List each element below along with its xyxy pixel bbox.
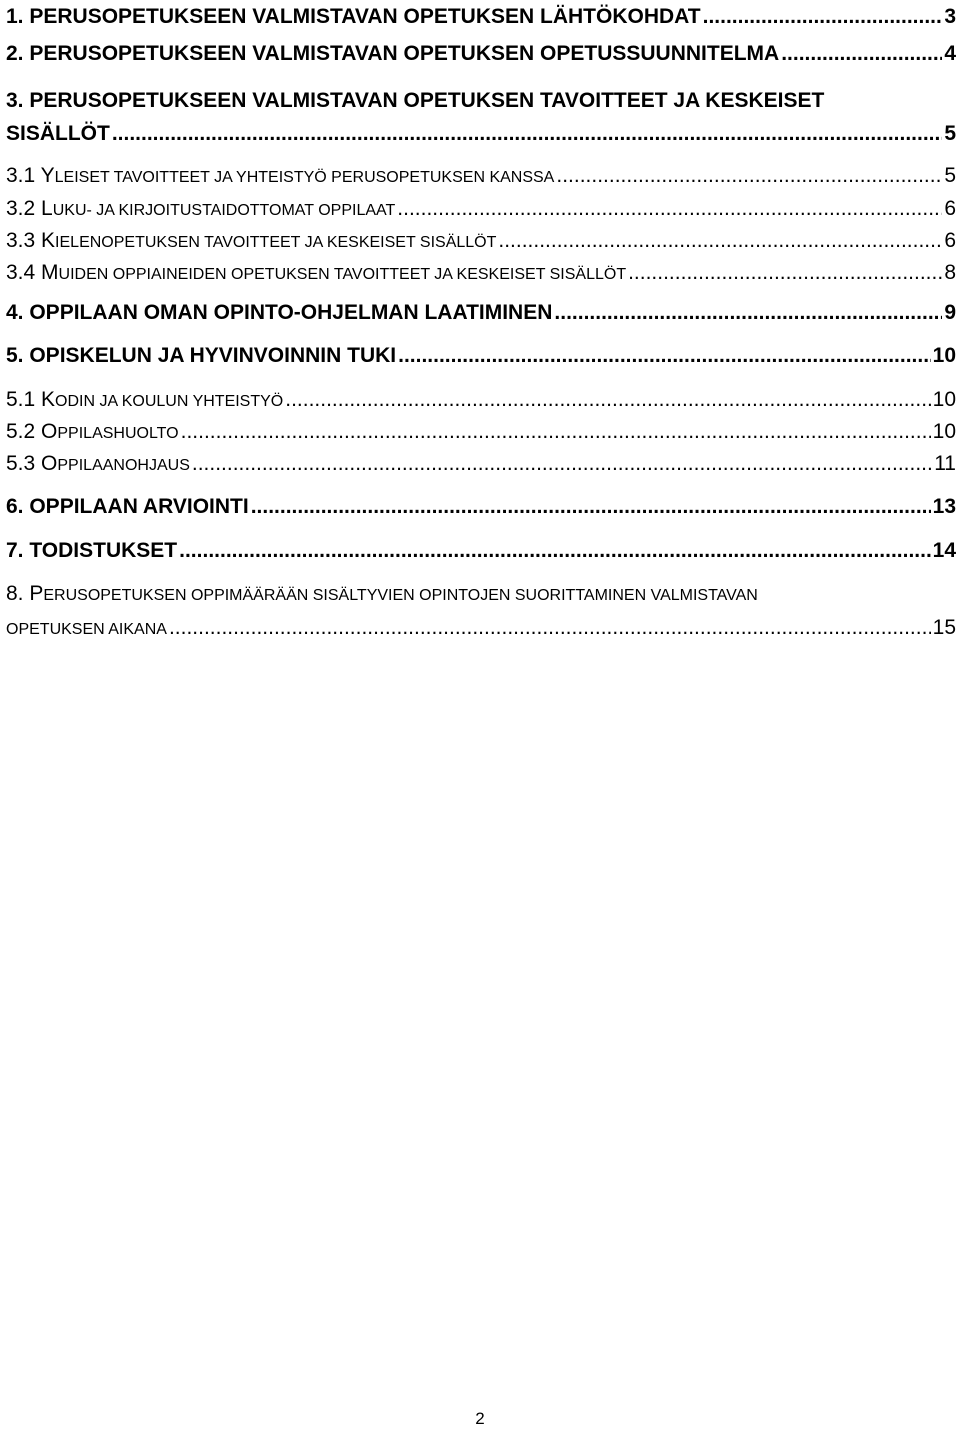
toc-entry-title: 3.1 YLEISET TAVOITTEET JA YHTEISTYÖ PERUSOPETUKSEN KANSSA [6, 164, 555, 187]
toc-leader [703, 6, 943, 27]
toc-entry-2[interactable] [6, 43, 956, 64]
toc-entry-title: 7. TODISTUKSET [6, 539, 178, 562]
toc-leader [179, 540, 931, 561]
toc-leader [192, 453, 932, 474]
toc-page-number: 10 [932, 344, 956, 367]
toc-entry-title: 4. OPPILAAN OMAN OPINTO-OHJELMAN LAATIMINEN [6, 301, 553, 324]
toc-entry-1[interactable] [6, 6, 956, 27]
toc-entry-title-continued: OPETUKSEN AIKANA [6, 621, 167, 638]
toc-entry-7[interactable] [6, 540, 956, 561]
toc-page-number: 5 [944, 122, 956, 145]
toc-page-number: 6 [944, 197, 956, 220]
toc-entry-title: 6. OPPILAAN ARVIOINTI [6, 495, 249, 518]
toc-leader [554, 302, 942, 323]
toc-page-number: 4 [944, 42, 956, 65]
toc-entry-title: 5. OPISKELUN JA HYVINVOINNIN TUKI [6, 344, 397, 367]
toc-entry-5[interactable] [6, 345, 956, 366]
toc-page-number: 10 [932, 420, 956, 443]
toc-page-number: 3 [944, 5, 956, 28]
toc-page-number: 13 [932, 495, 956, 518]
toc-entry-title: 8. PERUSOPETUKSEN OPPIMÄÄRÄÄN SISÄLTYVIEN OPINTOJEN SUORITTAMINEN VALMISTAVAN [6, 582, 758, 605]
toc-page-number: 6 [944, 229, 956, 252]
toc-entry-8[interactable] [6, 583, 956, 638]
toc-page-number: 14 [932, 539, 956, 562]
toc-entry-6[interactable] [6, 496, 956, 517]
toc-page-number: 8 [944, 261, 956, 284]
toc-entry-4[interactable] [6, 302, 956, 323]
toc-entry-title: 5.1 KODIN JA KOULUN YHTEISTYÖ [6, 388, 284, 411]
toc-leader [498, 230, 942, 251]
toc-entry-3-2[interactable] [6, 198, 956, 219]
toc-entry-title-continued: SISÄLLÖT [6, 122, 110, 145]
toc-entry-title: 1. PERUSOPETUKSEEN VALMISTAVAN OPETUKSEN LÄHTÖKOHDAT [6, 5, 701, 28]
toc-entry-title: 2. PERUSOPETUKSEEN VALMISTAVAN OPETUKSEN OPETUSSUUNNITELMA [6, 42, 780, 65]
toc-page-number: 15 [932, 616, 956, 639]
toc-leader [112, 123, 942, 144]
toc-entry-title: 3. PERUSOPETUKSEEN VALMISTAVAN OPETUKSEN TAVOITTEET JA KESKEISET [6, 89, 825, 112]
toc-leader [556, 165, 942, 186]
page-number: 2 [475, 1409, 485, 1428]
toc-leader [397, 198, 942, 219]
toc-entry-3-3[interactable] [6, 230, 956, 251]
toc-leader [169, 617, 931, 638]
toc-leader [781, 43, 942, 64]
toc-entry-3-1[interactable] [6, 165, 956, 186]
toc-entry-title: 3.3 KIELENOPETUKSEN TAVOITTEET JA KESKEISET SISÄLLÖT [6, 229, 497, 252]
toc-entry-title: 5.3 OPPILAANOHJAUS [6, 452, 190, 475]
toc-entry-5-2[interactable] [6, 421, 956, 442]
toc-leader [285, 389, 930, 410]
toc-leader [251, 496, 931, 517]
toc-entry-3[interactable] [6, 90, 956, 144]
toc-page-number: 9 [944, 301, 956, 324]
toc-page-number: 5 [944, 164, 956, 187]
toc-leader [398, 345, 931, 366]
toc-entry-3-4[interactable] [6, 262, 956, 283]
toc-entry-5-3[interactable] [6, 453, 956, 474]
toc-leader [628, 262, 942, 283]
toc-entry-title: 5.2 OPPILASHUOLTO [6, 420, 179, 443]
toc-page-number: 10 [932, 388, 956, 411]
toc-entry-title: 3.4 MUIDEN OPPIAINEIDEN OPETUKSEN TAVOITTEET JA KESKEISET SISÄLLÖT [6, 261, 627, 284]
toc-leader [181, 421, 931, 442]
toc-entry-title: 3.2 LUKU- JA KIRJOITUSTAIDOTTOMAT OPPILAAT [6, 197, 396, 220]
toc-page-number: 11 [934, 452, 956, 475]
toc-entry-5-1[interactable] [6, 389, 956, 410]
